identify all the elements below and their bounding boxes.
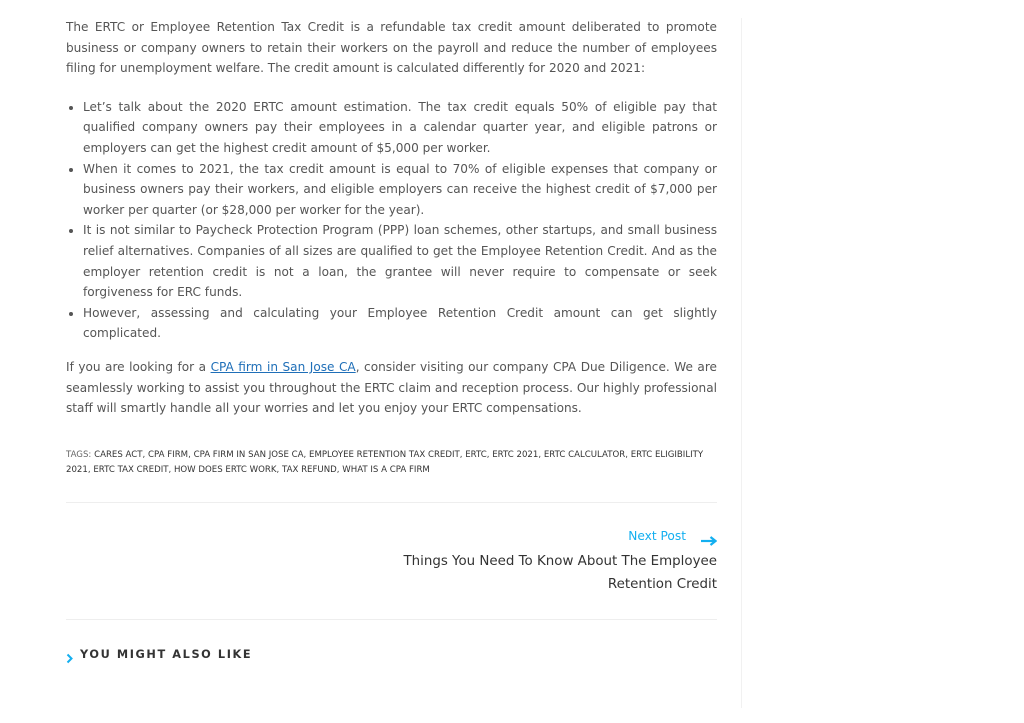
next-post-link[interactable] [628, 529, 717, 543]
sidebar-divider [741, 18, 742, 708]
post-tags: TAGS: CARES ACT, CPA FIRM, CPA FIRM IN SAN JOSE CA, EMPLOYEE RETENTION TAX CREDIT, ERTC, ERTC 2021, ERTC CALCULATOR, ERTC ELIGIBILITY 2021, ERTC TAX CREDIT, HOW DOES ERTC WORK, TAX REFUND, WHAT IS A CPA FIRM [66, 449, 704, 476]
tag-link[interactable]: CARES ACT [94, 449, 143, 460]
tag-link[interactable]: ERTC TAX CREDIT [93, 465, 169, 476]
next-post-label: Next Post [628, 528, 686, 543]
related-posts-title: YOU MIGHT ALSO LIKE [80, 647, 253, 661]
chevron-right-icon [66, 649, 74, 660]
next-post-title[interactable]: Things You Need To Know About The Employee Retention Credit [403, 553, 717, 592]
list-item: • It is not similar to Paycheck Protection Program (PPP) loan schemes, other startups, and small business relief alternatives. Companies of all sizes are qualified to get the Employee Retention Credit. And as the employer retention credit is not a loan, the grantee will never require to compensate or seek forgiveness for ERC funds. [83, 220, 717, 302]
tag-link[interactable]: CPA FIRM [147, 449, 189, 460]
cpa-firm-link[interactable]: CPA firm in San Jose CA [210, 359, 356, 374]
long-arrow-right-icon [701, 531, 717, 541]
list-item: • However, assessing and calculating your Employee Retention Credit amount can get slightly complicated. [83, 303, 717, 344]
tag-link[interactable]: ERTC [465, 449, 487, 460]
tag-link[interactable]: WHAT IS A CPA FIRM [342, 465, 430, 476]
tag-link[interactable]: ERTC CALCULATOR [543, 449, 626, 460]
post-navigation [66, 503, 717, 619]
intro-paragraph: The ERTC or Employee Retention Tax Credit is a refundable tax credit amount deliberated to promote business or company owners to retain their workers on the payroll and reduce the number of employees filing for unemployment welfare. The credit amount is calculated differently for 2020 and 2021: [66, 20, 717, 76]
tag-link[interactable]: HOW DOES ERTC WORK [173, 465, 277, 476]
tag-link[interactable]: CPA FIRM IN SAN JOSE CA [193, 449, 304, 460]
tag-link[interactable]: EMPLOYEE RETENTION TAX CREDIT [309, 449, 460, 460]
tag-link[interactable]: TAX REFUND [282, 465, 337, 476]
ertc-bullet-list [66, 97, 717, 344]
list-item: • When it comes to 2021, the tax credit amount is equal to 70% of eligible expenses that company or business owners pay their workers, and eligible employers can receive the highest credit of $7,000 per worker per quarter (or $28,000 per worker for the year). [83, 159, 717, 221]
list-item: • Let’s talk about the 2020 ERTC amount estimation. The tax credit equals 50% of eligible pay that qualified company owners pay their employees in a calendar quarter year, and eligible patrons or employers can get the highest credit amount of $5,000 per worker. [83, 97, 717, 159]
tag-link[interactable]: ERTC 2021 [492, 449, 539, 460]
tag-link[interactable]: ERTC ELIGIBILITY 2021 [66, 449, 704, 476]
closing-text-before-link: If you are looking for a [66, 359, 211, 374]
tags-label: TAGS: [66, 449, 92, 460]
article-content [66, 17, 717, 661]
closing-paragraph [66, 357, 717, 419]
divider [66, 619, 717, 620]
closing-text-after-link: , consider visiting our company CPA Due Diligence. We are seamlessly working to assist you throughout the ERTC claim and reception process. Our highly professional staff will smartly handle all your worries and let you enjoy your ERTC compensations. [66, 359, 717, 416]
related-posts-heading [66, 648, 717, 661]
